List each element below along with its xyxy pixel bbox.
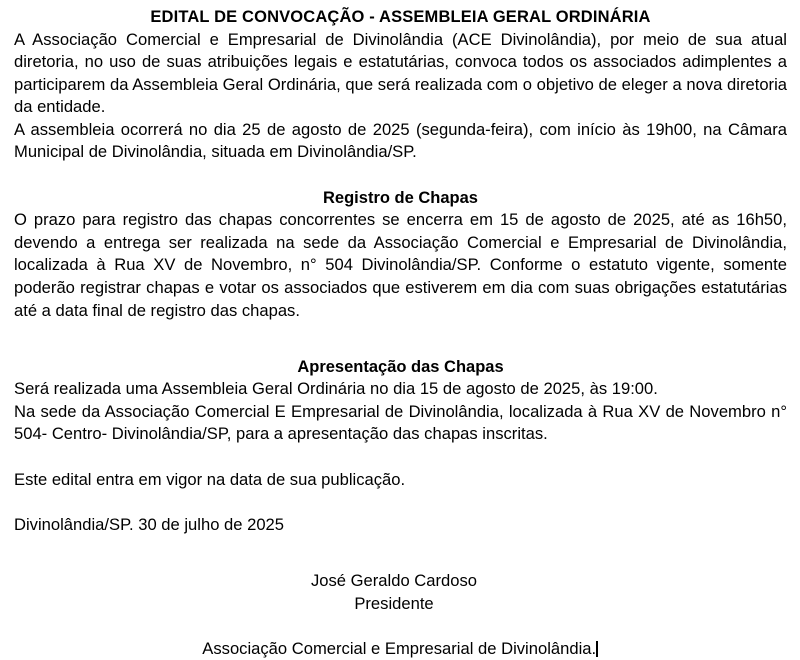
apresentacao-date-line: Será realizada uma Assembleia Geral Ordinária no dia 15 de agosto de 2025, às 19:00. [14,379,658,399]
closing-entity-line [0,638,800,660]
paragraph-spacer [14,446,787,469]
signatory-role: Presidente [354,593,434,613]
place-and-date: Divinolândia/SP. 30 de julho de 2025 [14,514,285,534]
paragraph-spacer [14,345,787,356]
section-heading-registro-de-chapas: Registro de Chapas [323,188,478,207]
effective-notice: Este edital entra em vigor na data de sua publicação. [14,469,406,489]
signature-block [14,570,774,615]
assembly-details-paragraph: A assembleia ocorrerá no dia 25 de agosto de 2025 (segunda-feira), com início às 19h00, na Câmara Municipal de Divinolândia, situada em Divinolândia/SP. [14,119,787,162]
apresentacao-location-paragraph: Na sede da Associação Comercial E Empresarial de Divinolândia, localizada à Rua XV de Novembro n° 504- Centro- Divinolândia/SP, para a apresentação das chapas inscritas. [14,401,787,444]
closing-entity-text: Associação Comercial e Empresarial de Divinolândia. [202,638,597,658]
paragraph-spacer [14,491,787,514]
paragraph-spacer [14,615,787,638]
paragraph-spacer [14,164,787,187]
document-body [14,6,787,660]
paragraph-spacer [14,322,787,345]
text-caret[interactable] [596,641,598,657]
registro-de-chapas-paragraph: O prazo para registro das chapas concorrentes se encerra em 15 de agosto de 2025, até as 16h50, devendo a entrega ser realizada na sede da Associação Comercial e Empresarial de Divinolândia, localizada à Rua XV de Novembro, n° 504 Divinolândia/SP. Conforme o estatuto vigente, somente poderão registrar chapas e votar os associados que estiverem em dia com suas obrigações estatutárias até a data final de registro das chapas. [14,210,787,320]
paragraph-spacer [14,536,787,559]
paragraph-spacer [14,559,787,570]
signatory-name: José Geraldo Cardoso [310,570,478,590]
page-title: EDITAL DE CONVOCAÇÃO - ASSEMBLEIA GERAL ORDINÁRIA [150,8,651,26]
intro-paragraph: A Associação Comercial e Empresarial de Divinolândia (ACE Divinolândia), por meio de sua atual diretoria, no uso de suas atribuições legais e estatutárias, convoca todos os associados adimplentes a participarem da Assembleia Geral Ordinária, que será realizada com o objetivo de eleger a nova diretoria da entidade. [14,29,787,117]
section-heading-apresentacao-das-chapas: Apresentação das Chapas [297,357,504,376]
